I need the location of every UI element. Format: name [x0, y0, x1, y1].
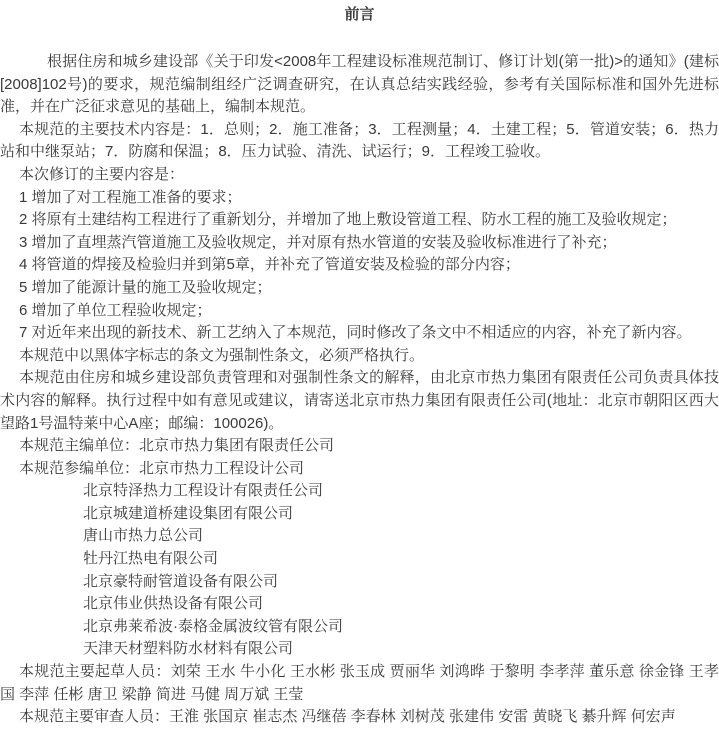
participating-unit-line: 北京城建道桥建设集团有限公司 — [83, 504, 294, 522]
drafters-names: 刘荣 王水 牛小化 王水彬 张玉成 贾丽华 刘鸿晔 于黎明 李孝萍 董乐意 徐金锋 王孝国 李萍 任彬 唐卫 梁静 简进 马健 周万斌 王莹 — [0, 663, 719, 703]
chief-editor-line — [0, 435, 719, 458]
mandatory-clause-note: 本规范中以黑体字标志的条文为强制性条文，必须严格执行。 — [19, 346, 425, 364]
participating-unit-line: 牡丹江热电有限公司 — [83, 550, 219, 568]
participating-label: 本规范参编单位： — [19, 459, 140, 477]
revision-item-2: 2 将原有土建结构工程进行了重新划分，并增加了地上敷设管道工程、防水工程的施工及验收规定； — [19, 211, 677, 229]
reviewers-label: 本规范主要审查人员： — [19, 708, 170, 726]
revision-item-3: 3 增加了直埋蒸汽管道施工及验收规定，并对原有热水管道的安装及验收标准进行了补充； — [19, 233, 617, 251]
chief-editor-unit: 北京市热力集团有限责任公司 — [139, 437, 335, 455]
tech-contents-paragraph: 本规范的主要技术内容是：1．总则；2．施工准备；3．工程测量；4．土建工程；5．管道安装；6．热力站和中继泵站；7．防腐和保温；8．压力试验、清洗、试运行；9．工程竣工验收。 — [0, 120, 719, 161]
drafters-line — [0, 661, 719, 706]
participating-unit-line: 北京弗莱希波·泰格金属波纹管有限公司 — [83, 617, 343, 635]
page-title: 前言 — [344, 6, 375, 23]
reviewers-names: 王淮 张国京 崔志杰 冯继蓓 李春林 刘树茂 张建伟 安雷 黄晓飞 綦升辉 何宏声 — [169, 708, 676, 726]
chief-editor-label: 本规范主编单位： — [19, 437, 140, 455]
participating-unit-line: 唐山市热力总公司 — [83, 527, 204, 545]
management-note: 本规范由住房和城乡建设部负责管理和对强制性条文的解释，由北京市热力集团有限责任公司负责具体技术内容的解释。执行过程中如有意见或建议，请寄送北京市热力集团有限责任公司(地址：北京市朝阳区西大望路1号温特莱中心A座；邮编：100026)。 — [0, 369, 719, 432]
revision-item-4: 4 将管道的焊接及检验归并到第5章，并补充了管道安装及检验的部分内容； — [19, 256, 520, 274]
revision-item-5: 5 增加了能源计量的施工及验收规定； — [19, 278, 272, 296]
revision-item-7: 7 对近年来出现的新技术、新工艺纳入了本规范，同时修改了条文中不相适应的内容，补充了新内容。 — [19, 324, 692, 342]
intro-paragraph: 根据住房和城乡建设部《关于印发<2008年工程建设标准规范制订、修订计划(第一批)>的通知》(建标[2008]102号)的要求，规范编制组经广泛调查研究，在认真总结实践经验，参考有关国际标准和国外先进标准，并在广泛征求意见的基础上，编制本规范。 — [0, 53, 719, 116]
participating-unit-line: 北京特泽热力工程设计有限责任公司 — [83, 482, 324, 500]
revision-item-1: 1 增加了对工程施工准备的要求； — [19, 188, 242, 206]
participating-unit-line: 北京豪特耐管道设备有限公司 — [83, 572, 279, 590]
reviewers-line — [0, 706, 719, 729]
drafters-label: 本规范主要起草人员： — [19, 663, 171, 681]
participating-units-line — [0, 458, 719, 481]
revision-item-6: 6 增加了单位工程验收规定； — [19, 301, 212, 319]
participating-unit-line: 天津天材塑料防水材料有限公司 — [83, 640, 294, 658]
participating-unit-line: 北京伟业供热设备有限公司 — [83, 595, 264, 613]
participating-unit: 北京市热力工程设计公司 — [139, 459, 305, 477]
revision-intro: 本次修订的主要内容是： — [19, 165, 185, 183]
